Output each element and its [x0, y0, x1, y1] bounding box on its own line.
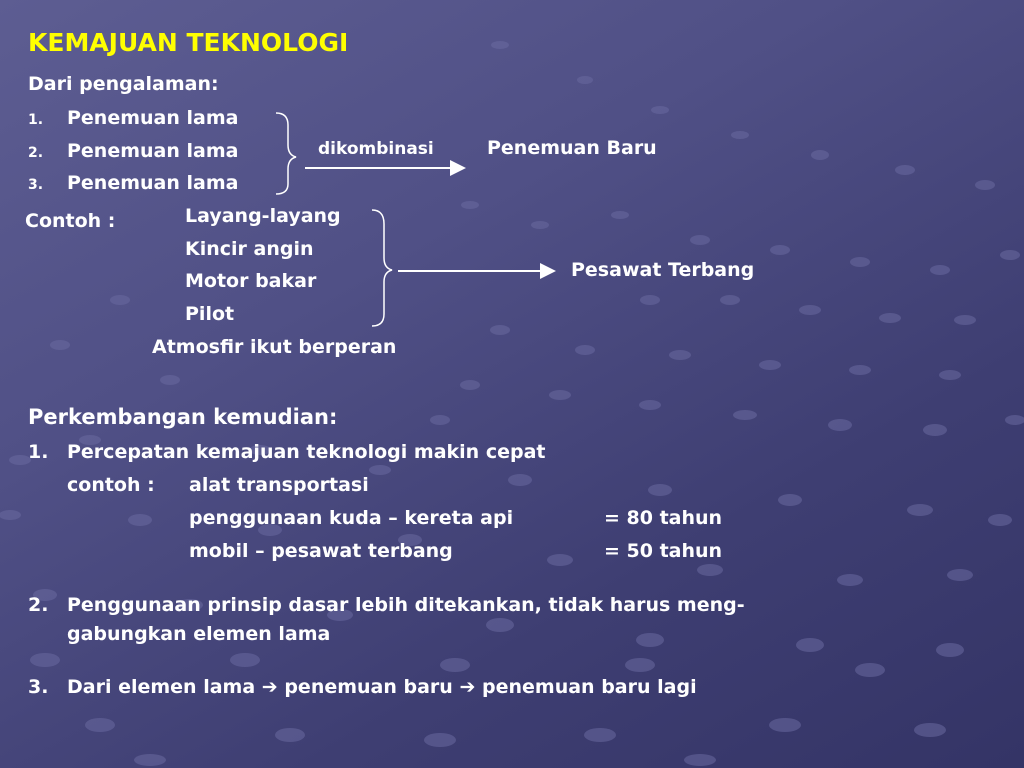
list-number: 2. [28, 145, 44, 161]
brace-icon [276, 113, 296, 194]
example-item: Pilot [185, 303, 235, 325]
list-number: 3. [28, 676, 49, 698]
arrow-head-icon [450, 160, 466, 176]
list-number: 2. [28, 594, 49, 616]
comparison-value: = 80 tahun [604, 507, 723, 529]
comparison-value: = 50 tahun [604, 540, 723, 562]
point-text: Percepatan kemajuan teknologi makin cepat [67, 441, 546, 463]
list-item: Penemuan lama [67, 140, 239, 162]
development-heading: Perkembangan kemudian: [28, 405, 338, 429]
example-value: alat transportasi [189, 474, 369, 496]
list-item: Penemuan lama [67, 107, 239, 129]
right-arrow-icon: ➔ [459, 676, 476, 698]
comparison-label: mobil – pesawat terbang [189, 540, 453, 562]
combined-label: dikombinasi [318, 139, 434, 159]
example-label: Contoh : [25, 210, 116, 232]
point-part: penemuan baru lagi [482, 676, 697, 698]
point-part: penemuan baru [284, 676, 453, 698]
point-text: Penggunaan prinsip dasar lebih ditekankan, tidak harus meng- [67, 594, 745, 616]
list-item: Penemuan lama [67, 172, 239, 194]
intro-text: Dari pengalaman: [28, 73, 219, 95]
list-number: 3. [28, 177, 44, 193]
arrow-head-icon [540, 263, 556, 279]
point-text: gabungkan elemen lama [67, 623, 331, 645]
slide-title: KEMAJUAN TEKNOLOGI [28, 28, 349, 57]
atmosphere-note: Atmosfir ikut berperan [152, 336, 397, 358]
point-text [67, 676, 697, 698]
example-label: contoh : [67, 474, 155, 496]
new-invention-label: Penemuan Baru [487, 137, 657, 159]
example-result: Pesawat Terbang [571, 259, 755, 281]
example-item: Layang-layang [185, 205, 341, 227]
right-arrow-icon: ➔ [261, 676, 278, 698]
example-item: Kincir angin [185, 238, 314, 260]
brace-icon [372, 210, 392, 326]
comparison-label: penggunaan kuda – kereta api [189, 507, 514, 529]
list-number: 1. [28, 112, 44, 128]
example-item: Motor bakar [185, 270, 317, 292]
list-number: 1. [28, 441, 49, 463]
point-part: Dari elemen lama [67, 676, 256, 698]
